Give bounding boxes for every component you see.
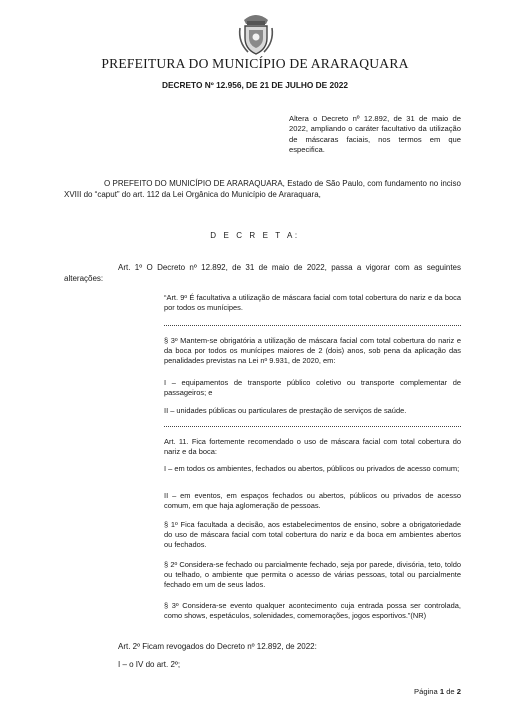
preamble-paragraph: O PREFEITO DO MUNICÍPIO DE ARARAQUARA, Estado de São Paulo, com fundamento no inciso XVIII do “caput” do art. 112 da Lei Orgânica do Município de Araraquara, bbox=[64, 179, 461, 200]
ellipsis-divider bbox=[164, 325, 461, 326]
quote-article-11-paragraph-2: § 2º Considera-se fechado ou parcialmente fechado, seja por parede, divisória, teto, toldo ou telhado, o ambiente que permita o acesso de várias pessoas, total ou parcialmente fechado em um de seus lados. bbox=[164, 560, 461, 590]
article-2-item-1: I – o IV do art. 2º; bbox=[118, 660, 181, 669]
quote-article-11-item-2: II – em eventos, em espaços fechados ou abertos, públicos ou privados de acesso comum, em que haja aglomeração de pessoas. bbox=[164, 491, 461, 511]
page-current: 1 bbox=[439, 687, 445, 696]
municipality-title: PREFEITURA DO MUNICÍPIO DE ARARAQUARA bbox=[101, 56, 409, 71]
quote-article-9: “Art. 9º É facultativa a utilização de máscara facial com total cobertura do nariz e da boca por todos os munícipes. bbox=[164, 293, 461, 313]
coat-of-arms-icon bbox=[236, 12, 276, 56]
ellipsis-divider bbox=[164, 426, 461, 427]
quote-article-11: Art. 11. Fica fortemente recomendado o uso de máscara facial com total cobertura do nariz e da boca: bbox=[164, 437, 461, 457]
quote-article-11-paragraph-3: § 3º Considera-se evento qualquer acontecimento cuja entrada possa ser controlada, como shows, espetáculos, solenidades, comemorações, jogos esportivos.”(NR) bbox=[164, 601, 461, 621]
quote-article-11-item-1: I – em todos os ambientes, fechados ou abertos, públicos ou privados de acesso comum; bbox=[164, 464, 460, 473]
decree-summary: Altera o Decreto nº 12.892, de 31 de maio de 2022, ampliando o caráter facultativo da utilização de máscaras faciais, nos termos em que especifica. bbox=[289, 114, 461, 154]
page-total: 2 bbox=[456, 687, 461, 696]
quote-article-9-item-1: I – equipamentos de transporte público coletivo ou transporte complementar de passageiros; e bbox=[164, 378, 461, 398]
page-separator: de bbox=[446, 687, 455, 696]
page-number bbox=[414, 687, 461, 696]
quote-article-9-paragraph-3: § 3º Mantem-se obrigatória a utilização de máscara facial com total cobertura do nariz e da boca por todos os munícipes maiores de 2 (dois) anos, sob pena da aplicação das penalidades previstas na Lei nº 9.931, de 2020, em: bbox=[164, 336, 461, 366]
quote-article-9-item-2: II – unidades públicas ou particulares de prestação de serviços de saúde. bbox=[164, 406, 407, 415]
quote-article-11-paragraph-1: § 1º Fica facultada a decisão, aos estabelecimentos de ensino, sobre a obrigatoriedade do uso de máscara facial com total cobertura do nariz e da boca em ambientes abertos ou fechados. bbox=[164, 520, 461, 550]
page-label: Página bbox=[414, 687, 438, 696]
article-1: Art. 1º O Decreto nº 12.892, de 31 de maio de 2022, passa a vigorar com as seguintes alterações: bbox=[64, 263, 461, 284]
decreta-heading: D E C R E T A: bbox=[210, 231, 300, 240]
article-2: Art. 2º Ficam revogados do Decreto nº 12.892, de 2022: bbox=[118, 642, 317, 651]
decree-title: DECRETO Nº 12.956, DE 21 DE JULHO DE 2022 bbox=[162, 80, 348, 90]
